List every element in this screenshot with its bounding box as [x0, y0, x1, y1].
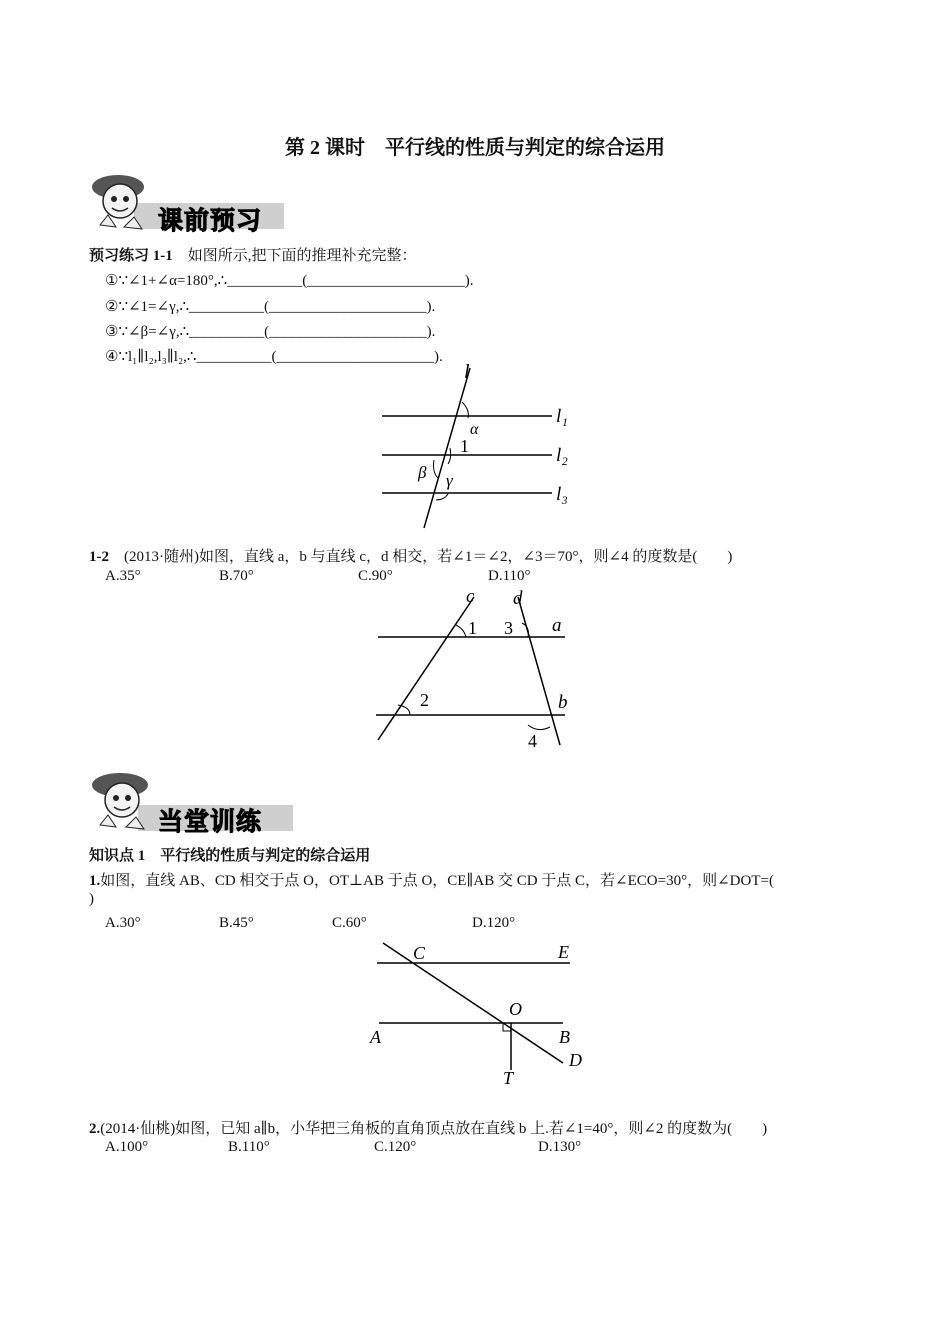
- q1-2-option-a: A.35°: [105, 568, 141, 584]
- arc-1: [456, 625, 466, 637]
- q1-stem-cont: ): [89, 891, 94, 907]
- banner-preview-label: 课前预习: [158, 206, 263, 235]
- q1-1-line-3: ③∵∠β=∠γ,∴__________(_____________________).: [105, 324, 436, 340]
- label-l2: l₂: [556, 445, 568, 466]
- label-O: O: [509, 999, 522, 1019]
- q1-2-label: 1-2: [89, 549, 109, 565]
- q2-num: 2.: [89, 1121, 101, 1137]
- figure-q1: [365, 935, 595, 1090]
- label-l: l: [464, 361, 470, 383]
- q1-2-stem: [89, 545, 732, 566]
- label-A: A: [370, 1027, 381, 1047]
- label-l3: l₃: [556, 484, 568, 505]
- q1-1-header: [89, 244, 417, 265]
- q1-2-option-c: C.90°: [358, 568, 393, 584]
- q1-1-line-1: ①∵∠1+∠α=180°,∴__________(_____________________).: [105, 273, 474, 289]
- label-E: E: [558, 942, 569, 962]
- label-b: b: [558, 692, 568, 713]
- q2-option-b: B.110°: [228, 1139, 270, 1155]
- banner-class-label: 当堂训练: [158, 807, 263, 836]
- arc-4: [528, 725, 550, 730]
- q1-2-option-b: B.70°: [219, 568, 254, 584]
- label-1: 1: [460, 436, 469, 456]
- q1-2-option-d: D.110°: [488, 568, 531, 584]
- line-c: [378, 597, 474, 740]
- q2-option-c: C.120°: [374, 1139, 417, 1155]
- label-c: c: [466, 586, 475, 607]
- q1-text: 如图，直线 AB、CD 相交于点 O，OT⊥AB 于点 O，CE∥AB 交 CD 于点 C，若∠ECO=30°，则∠DOT=(: [100, 873, 774, 889]
- q1-option-d: D.120°: [472, 915, 516, 931]
- label-gamma: γ: [446, 471, 453, 490]
- banner-class: [86, 765, 296, 837]
- label-3: 3: [504, 618, 513, 638]
- label-T: T: [503, 1068, 514, 1088]
- label-C: C: [413, 943, 426, 963]
- q1-2-text: (2013·随州)如图，直线 a，b 与直线 c，d 相交，若∠1＝∠2，∠3＝70°，则∠4 的度数是( ): [124, 549, 733, 565]
- arc-beta: [434, 460, 439, 478]
- label-1: 1: [468, 618, 477, 638]
- banner-preview: [86, 165, 286, 237]
- figure-1-1: [370, 360, 590, 535]
- label-d: d: [513, 588, 523, 609]
- label-a: a: [552, 615, 562, 636]
- label-D: D: [569, 1050, 582, 1070]
- label-B: B: [559, 1027, 570, 1047]
- q1-option-a: A.30°: [105, 915, 141, 931]
- q1-option-c: C.60°: [332, 915, 367, 931]
- page-title: 第 2 课时 平行线的性质与判定的综合运用: [285, 137, 665, 159]
- label-4: 4: [528, 731, 537, 750]
- label-alpha: α: [470, 421, 479, 438]
- label-2: 2: [420, 690, 429, 710]
- arc-gamma: [436, 494, 448, 500]
- q2-stem: [89, 1117, 767, 1138]
- q1-1-line-2: ②∵∠1=∠γ,∴__________(_____________________).: [105, 299, 436, 315]
- q2-option-d: D.130°: [538, 1139, 582, 1155]
- figure-1-2: [370, 585, 580, 750]
- label-l1: l₁: [556, 406, 568, 427]
- knowledge-point-1: 知识点 1 平行线的性质与判定的综合运用: [89, 848, 371, 864]
- q1-1-text: 如图所示,把下面的推理补充完整：: [187, 248, 417, 264]
- q1-num: 1.: [89, 873, 101, 889]
- label-beta: β: [418, 463, 427, 482]
- line-cd: [383, 943, 563, 1063]
- q1-stem: [89, 869, 774, 890]
- q1-1-line-4: ④∵l₁∥l₂,l₃∥l₂,∴__________(_____________________).: [105, 349, 443, 365]
- q2-option-a: A.100°: [105, 1139, 149, 1155]
- q1-1-label: 预习练习 1-1: [89, 248, 173, 264]
- q2-text: (2014·仙桃)如图，已知 a∥b，小华把三角板的直角顶点放在直线 b 上.若∠1=40°，则∠2 的度数为( ): [100, 1121, 768, 1137]
- q1-option-b: B.45°: [219, 915, 254, 931]
- arc-1: [448, 448, 451, 464]
